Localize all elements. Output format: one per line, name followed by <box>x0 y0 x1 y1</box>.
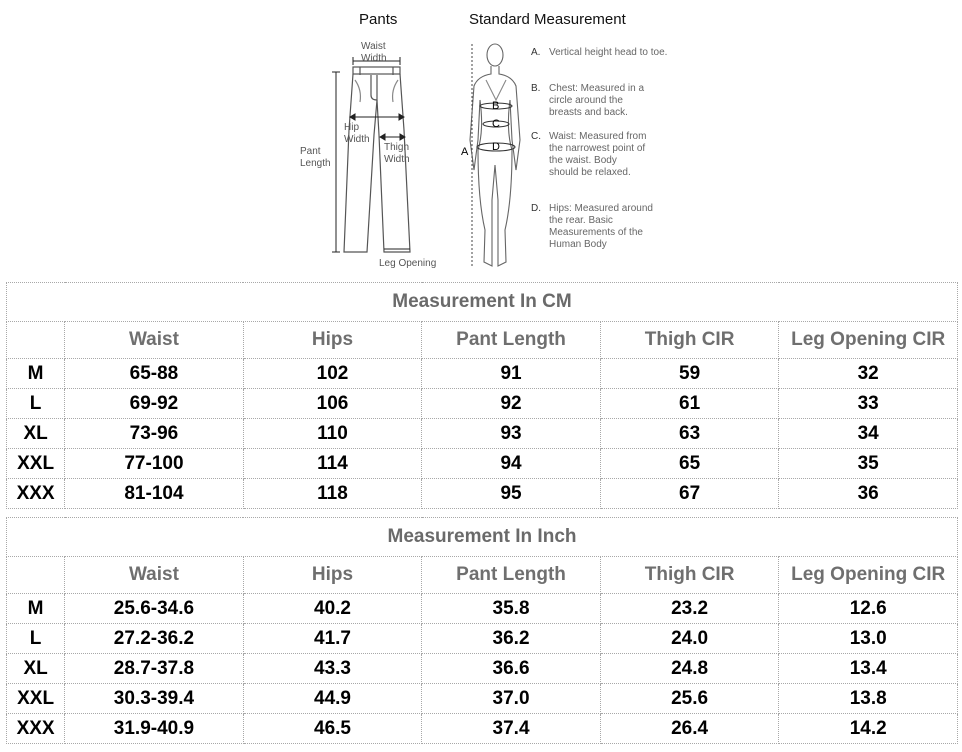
header-cell-waist: Waist <box>65 557 244 594</box>
hips-cell: 118 <box>243 479 422 509</box>
thigh-cir-cell: 67 <box>600 479 779 509</box>
table-row <box>7 624 958 654</box>
header-cell-leg-opening-cir: Leg Opening CIR <box>779 322 958 359</box>
note-a <box>531 47 679 59</box>
header-row <box>7 557 958 594</box>
waist-cell: 25.6-34.6 <box>65 594 244 624</box>
standard-measurement-title: Standard Measurement <box>469 11 626 28</box>
thigh-cir-cell: 63 <box>600 419 779 449</box>
measurement-diagram <box>0 0 962 278</box>
waist-cell: 30.3-39.4 <box>65 684 244 714</box>
hips-cell: 44.9 <box>243 684 422 714</box>
size-cell: XXX <box>7 714 65 744</box>
note-c <box>531 131 647 179</box>
header-cell-size <box>7 557 65 594</box>
note-d-key: D. <box>531 203 541 214</box>
thigh-cir-cell: 23.2 <box>600 594 779 624</box>
waist-cell: 31.9-40.9 <box>65 714 244 744</box>
pants-title: Pants <box>359 11 398 28</box>
waist-cell: 28.7-37.8 <box>65 654 244 684</box>
pant-length-cell: 35.8 <box>422 594 601 624</box>
thigh-cir-cell: 24.8 <box>600 654 779 684</box>
pant-length-cell: 92 <box>422 389 601 419</box>
pant-length-cell: 94 <box>422 449 601 479</box>
hips-cell: 106 <box>243 389 422 419</box>
table-row <box>7 419 958 449</box>
table-row <box>7 594 958 624</box>
note-b-key: B. <box>531 83 541 94</box>
note-a-text: Vertical height head to toe. <box>549 47 668 58</box>
note-b <box>531 83 654 119</box>
header-cell-pant-length: Pant Length <box>422 322 601 359</box>
leg-opening-cell: 13.4 <box>779 654 958 684</box>
hips-cell: 114 <box>243 449 422 479</box>
waist-cell: 65-88 <box>65 359 244 389</box>
header-cell-pant-length: Pant Length <box>422 557 601 594</box>
thigh-cir-cell: 61 <box>600 389 779 419</box>
hips-cell: 46.5 <box>243 714 422 744</box>
leg-opening-cell: 14.2 <box>779 714 958 744</box>
header-cell-hips: Hips <box>243 557 422 594</box>
note-d-text: Hips: Measured around the rear. Basic Measurements of the Human Body <box>549 203 653 250</box>
note-d <box>531 203 659 251</box>
hips-cell: 43.3 <box>243 654 422 684</box>
waist-width-label: Waist Width <box>361 41 387 64</box>
leg-opening-cell: 13.0 <box>779 624 958 654</box>
table-row <box>7 684 958 714</box>
table-row <box>7 359 958 389</box>
thigh-cir-cell: 65 <box>600 449 779 479</box>
thigh-cir-cell: 26.4 <box>600 714 779 744</box>
pant-length-cell: 36.2 <box>422 624 601 654</box>
waist-cell: 81-104 <box>65 479 244 509</box>
body-letter-a: A <box>461 146 469 158</box>
waist-cell: 77-100 <box>65 449 244 479</box>
thigh-cir-cell: 24.0 <box>600 624 779 654</box>
table-row <box>7 714 958 744</box>
size-cell: XXL <box>7 449 65 479</box>
table-row <box>7 654 958 684</box>
size-cell: XXX <box>7 479 65 509</box>
leg-opening-cell: 33 <box>779 389 958 419</box>
note-c-key: C. <box>531 131 541 142</box>
body-letter-c: C <box>492 118 500 130</box>
hips-cell: 40.2 <box>243 594 422 624</box>
pant-length-label: Pant Length <box>300 146 331 169</box>
size-cell: M <box>7 594 65 624</box>
waist-cell: 27.2-36.2 <box>65 624 244 654</box>
header-cell-hips: Hips <box>243 322 422 359</box>
table-row <box>7 449 958 479</box>
header-cell-waist: Waist <box>65 322 244 359</box>
leg-opening-cell: 12.6 <box>779 594 958 624</box>
leg-opening-label: Leg Opening <box>379 258 437 269</box>
leg-opening-cell: 36 <box>779 479 958 509</box>
pant-length-cell: 91 <box>422 359 601 389</box>
hips-cell: 110 <box>243 419 422 449</box>
size-table-cm <box>6 282 958 509</box>
pant-length-cell: 37.4 <box>422 714 601 744</box>
size-table-inch <box>6 517 958 744</box>
body-letter-d: D <box>492 141 500 153</box>
body-illustration <box>470 44 520 266</box>
header-row <box>7 322 958 359</box>
leg-opening-cell: 35 <box>779 449 958 479</box>
table-caption: Measurement In CM <box>7 283 958 322</box>
header-cell-size <box>7 322 65 359</box>
size-cell: L <box>7 389 65 419</box>
hips-cell: 102 <box>243 359 422 389</box>
table-caption: Measurement In Inch <box>7 518 958 557</box>
size-cell: XXL <box>7 684 65 714</box>
leg-opening-cell: 13.8 <box>779 684 958 714</box>
waist-cell: 73-96 <box>65 419 244 449</box>
hips-cell: 41.7 <box>243 624 422 654</box>
header-cell-leg-opening-cir: Leg Opening CIR <box>779 557 958 594</box>
leg-opening-cell: 34 <box>779 419 958 449</box>
pant-length-cell: 36.6 <box>422 654 601 684</box>
table-row <box>7 479 958 509</box>
thigh-width-label: Thigh Width <box>384 142 410 165</box>
diagram-drawing <box>0 0 962 278</box>
size-cell: M <box>7 359 65 389</box>
note-c-text: Waist: Measured from the narrowest point of the waist. Body should be relaxed. <box>549 131 647 178</box>
thigh-cir-cell: 59 <box>600 359 779 389</box>
pant-length-cell: 95 <box>422 479 601 509</box>
size-cell: L <box>7 624 65 654</box>
thigh-cir-cell: 25.6 <box>600 684 779 714</box>
body-letter-b: B <box>492 100 500 112</box>
header-cell-thigh-cir: Thigh CIR <box>600 557 779 594</box>
pant-length-cell: 93 <box>422 419 601 449</box>
waist-cell: 69-92 <box>65 389 244 419</box>
pant-length-cell: 37.0 <box>422 684 601 714</box>
hip-width-label: Hip Width <box>344 122 370 145</box>
size-cell: XL <box>7 419 65 449</box>
note-a-key: A. <box>531 47 541 58</box>
header-cell-thigh-cir: Thigh CIR <box>600 322 779 359</box>
leg-opening-cell: 32 <box>779 359 958 389</box>
table-row <box>7 389 958 419</box>
note-b-text: Chest: Measured in a circle around the breasts and back. <box>549 83 645 118</box>
size-cell: XL <box>7 654 65 684</box>
